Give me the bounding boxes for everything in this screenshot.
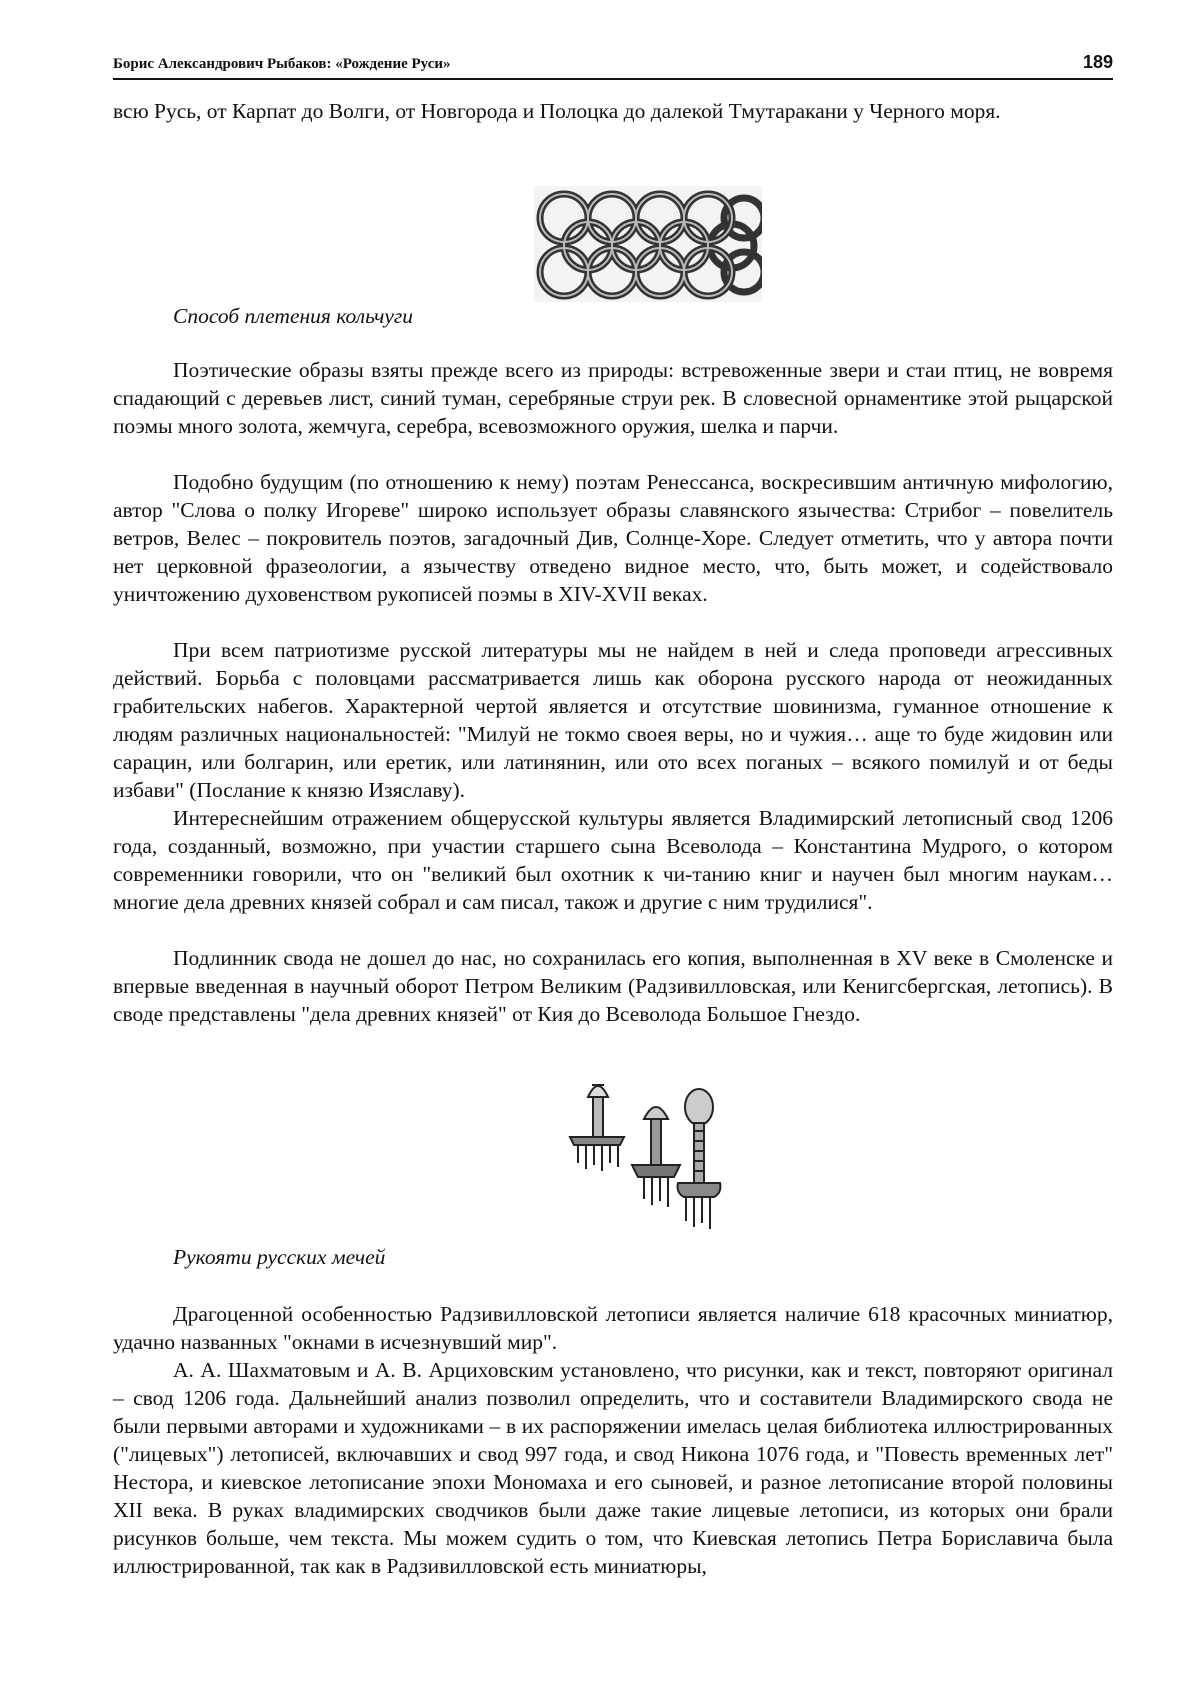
sword-hilts-illustration bbox=[564, 1075, 734, 1235]
figure-caption-swords: Рукояти русских мечей bbox=[173, 1245, 386, 1269]
paragraph: Подобно будущим (по отношению к нему) поэтам Ренессанса, воскресившим античную мифологию, автор "Слова о полку Игореве" широко использует образы славянского язычества: Стрибог – повелитель ветров, Велес – покровитель поэтов, загадочный Див, Солнце-Хоре. Следует отметить, что у автора почти нет церковной фразеологии, а язычеству отведено видное место, что, быть может, и содействовало уничтожению духовенством рукописей поэмы в XIV-XVII веках. bbox=[113, 470, 1113, 606]
paragraph: Драгоценной особенностью Радзивилловской летописи является наличие 618 красочных миниатюр, удачно названных "окнами в исчезнувший мир". bbox=[113, 1302, 1113, 1354]
paragraph: Поэтические образы взяты прежде всего из природы: встревоженные звери и стаи птиц, не вовремя спадающий с деревьев лист, синий туман, серебряные струи рек. В словесной орнаментике этой рыцарской поэмы много золота, жемчуга, серебра, всевозможного оружия, шелка и парчи. bbox=[113, 358, 1113, 438]
chainmail-rings-illustration bbox=[534, 186, 762, 302]
paragraph-continuation: всю Русь, от Карпат до Волги, от Новгорода и Полоцка до далекой Тмутаракани у Черного моря. bbox=[113, 99, 1001, 123]
page-number: 189 bbox=[1082, 52, 1113, 72]
paragraph: Подлинник свода не дошел до нас, но сохранилась его копия, выполненная в XV веке в Смоленске и впервые введенная в научный оборот Петром Великим (Радзивилловская, или Кенигсбергская, летопись). В своде представлены "дела древних князей" от Кия до Всеволода Большое Гнездо. bbox=[113, 946, 1113, 1026]
book-title: Борис Александрович Рыбаков: «Рождение Руси» bbox=[113, 56, 451, 72]
paragraph: А. А. Шахматовым и А. В. Арциховским установлено, что рисунки, как и текст, повторяют оригинал – свод 1206 года. Дальнейший анализ позволил определить, что и составители Владимирского свода не были первыми авторами и художниками – в их распоряжении имелась целая библиотека иллюстрированных ("лицевых") летописей, включавших и свод 997 года, и свод Никона 1076 года, и "Повесть временных лет" Нестора, и киевское летописание эпохи Мономаха и его сыновей, и разное летописание второй половины XII века. В руках владимирских сводчиков были даже такие лицевые летописи, из которых они брали рисунков больше, чем текста. Мы можем судить о том, что Киевская летопись Петра Бориславича была иллюстрированной, так как в Радзивилловской есть миниатюры, bbox=[113, 1358, 1113, 1578]
paragraph: Интереснейшим отражением общерусской культуры является Владимирский летописный свод 1206 года, созданный, возможно, при участии старшего сына Всеволода – Константина Мудрого, о котором современники говорили, что он "великий был охотник к чи-танию книг и научен был многим наукам… многие дела древних князей собрал и сам писал, також и другие с ним трудилися". bbox=[113, 806, 1113, 914]
paragraph: При всем патриотизме русской литературы мы не найдем в ней и следа проповеди агрессивных действий. Борьба с половцами рассматривается лишь как оборона русского народа от неожиданных грабительских набегов. Характерной чертой является и отсутствие шовинизма, гуманное отношение к людям различных национальностей: "Милуй не токмо своея веры, но и чужия… аще то буде жидовин или сарацин, или болгарин, или еретик, или латинянин, или ото всех поганых – всякого помилуй и от беды избави" (Послание к князю Изяславу). bbox=[113, 638, 1113, 802]
running-header bbox=[113, 50, 1113, 80]
figure-caption-chainmail: Способ плетения кольчуги bbox=[173, 304, 414, 328]
